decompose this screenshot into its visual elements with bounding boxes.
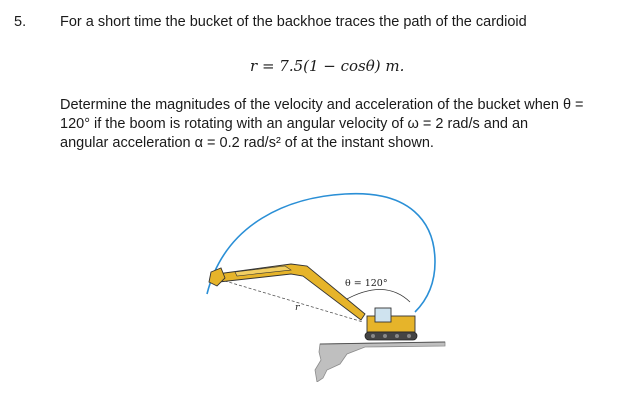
angle-label: θ = 120°	[345, 278, 388, 289]
angle-arc	[345, 289, 410, 302]
problem-intro: For a short time the bucket of the backhoe traces the path of the cardioid	[60, 14, 527, 30]
backhoe-figure	[195, 182, 455, 382]
cardioid-equation: r = 7.5(1 − cosθ) m.	[250, 57, 405, 75]
excavator-body-icon	[365, 308, 417, 340]
ground-rock-icon	[315, 342, 445, 382]
question-line-2: 120° if the boom is rotating with an angular velocity of ω = 2 rad/s and an	[60, 116, 529, 132]
question-line-1: Determine the magnitudes of the velocity and acceleration of the bucket when θ =	[60, 97, 584, 113]
figure-svg	[195, 182, 455, 382]
radius-label: r	[295, 302, 300, 313]
problem-number: 5.	[14, 14, 27, 30]
cardioid-path-icon	[207, 194, 435, 312]
backhoe-bucket-icon	[209, 268, 225, 286]
problem-question	[60, 96, 620, 153]
question-line-3: angular acceleration α = 0.2 rad/s² of at the instant shown.	[60, 135, 434, 151]
